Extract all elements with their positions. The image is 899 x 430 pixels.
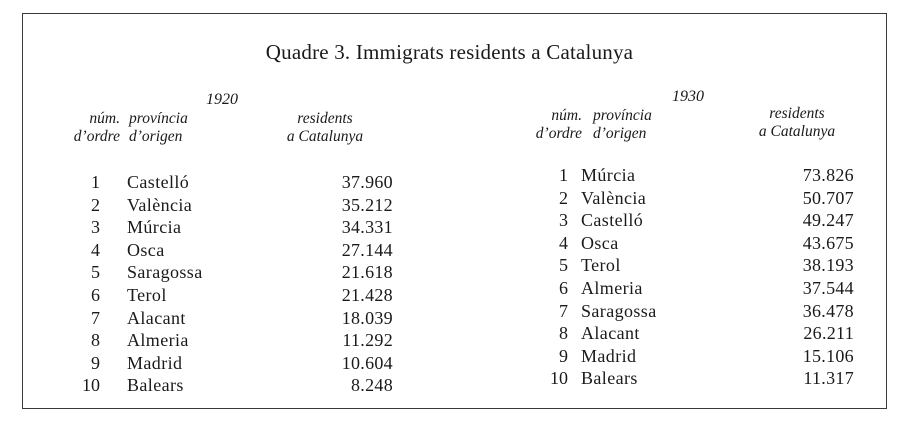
- order-cell: 4: [91, 239, 100, 260]
- order-header-1920: [58, 110, 120, 146]
- order-cell: 6: [559, 277, 568, 298]
- residents-cell: 18.039: [341, 307, 393, 328]
- province-cell: Madrid: [581, 345, 637, 366]
- residents-cell: 21.618: [341, 262, 393, 283]
- residents-header-line-2: a Catalunya: [758, 123, 836, 140]
- order-header-line-1: núm.: [89, 110, 120, 127]
- order-cell: 7: [91, 307, 100, 328]
- residents-cell: 49.247: [802, 210, 854, 231]
- order-header-line-2: d’ordre: [73, 128, 120, 145]
- order-cell: 6: [91, 284, 100, 305]
- order-cell: 2: [559, 187, 568, 208]
- order-cell: 9: [91, 352, 100, 373]
- province-header-1930: [593, 107, 652, 143]
- province-cell: Terol: [127, 284, 167, 305]
- residents-cell: 50.707: [802, 187, 854, 208]
- province-header-line-2: d’origen: [593, 125, 647, 142]
- province-cell: Terol: [581, 255, 621, 276]
- order-cell: 5: [91, 262, 100, 283]
- residents-cell: 73.826: [802, 165, 854, 185]
- province-cell: Saragossa: [581, 300, 657, 321]
- residents-cell: 37.960: [341, 172, 393, 192]
- province-cell: València: [127, 194, 193, 215]
- table-title: Quadre 3. Immigrats residents a Catalunya: [265, 40, 634, 64]
- province-cell: Osca: [127, 239, 165, 260]
- province-header-line-1: província: [593, 107, 652, 124]
- order-cell: 5: [559, 255, 568, 276]
- order-cell: 1: [559, 165, 568, 185]
- order-cell: 10: [550, 368, 568, 389]
- province-cell: Castelló: [127, 172, 190, 192]
- year-label-1930: 1930: [672, 88, 704, 105]
- province-cell: Alacant: [127, 307, 186, 328]
- province-cell: Alacant: [581, 323, 640, 344]
- province-cell: Almeria: [581, 277, 643, 298]
- province-header-1920: [129, 110, 188, 146]
- residents-cell: 11.292: [342, 330, 393, 351]
- order-cell: 9: [559, 345, 568, 366]
- residents-cell: 43.675: [802, 232, 854, 253]
- residents-cell: 27.144: [341, 239, 393, 260]
- residents-cell: 38.193: [802, 255, 854, 276]
- residents-header-line-1: residents: [769, 105, 825, 122]
- province-cell: Balears: [581, 368, 638, 389]
- residents-cell: 10.604: [341, 352, 393, 373]
- residents-cell: 36.478: [802, 300, 854, 321]
- residents-cell: 11.317: [803, 368, 854, 389]
- province-cell: Balears: [127, 375, 184, 396]
- residents-cell: 34.331: [341, 217, 393, 238]
- province-cell: Almeria: [127, 330, 189, 351]
- province-cell: Madrid: [127, 352, 183, 373]
- province-cell: Múrcia: [127, 217, 182, 238]
- order-header-line-1: núm.: [551, 107, 582, 124]
- province-cell: Múrcia: [581, 165, 636, 185]
- province-header-line-1: província: [129, 110, 188, 127]
- order-header-line-2: d’ordre: [535, 125, 582, 142]
- residents-cell: 21.428: [341, 284, 393, 305]
- residents-cell: 8.248: [351, 375, 393, 396]
- residents-header-line-1: residents: [297, 110, 353, 127]
- order-cell: 2: [91, 194, 100, 215]
- order-cell: 3: [91, 217, 100, 238]
- order-cell: 8: [559, 323, 568, 344]
- residents-cell: 26.211: [803, 323, 854, 344]
- year-label-1920: 1920: [206, 91, 238, 108]
- residents-header-line-2: a Catalunya: [286, 128, 364, 145]
- order-cell: 1: [91, 172, 100, 192]
- residents-cell: 37.544: [802, 277, 854, 298]
- province-cell: Saragossa: [127, 262, 203, 283]
- residents-cell: 35.212: [341, 194, 393, 215]
- province-cell: Castelló: [581, 210, 644, 231]
- province-cell: València: [581, 187, 647, 208]
- residents-header-1920: [266, 110, 384, 146]
- residents-cell: 15.106: [802, 345, 854, 366]
- order-cell: 10: [82, 375, 100, 396]
- order-cell: 4: [559, 232, 568, 253]
- province-cell: Osca: [581, 232, 619, 253]
- residents-header-1930: [737, 105, 857, 141]
- order-cell: 7: [559, 300, 568, 321]
- order-cell: 3: [559, 210, 568, 231]
- order-header-1930: [522, 107, 582, 143]
- province-header-line-2: d’origen: [129, 128, 183, 145]
- order-cell: 8: [91, 330, 100, 351]
